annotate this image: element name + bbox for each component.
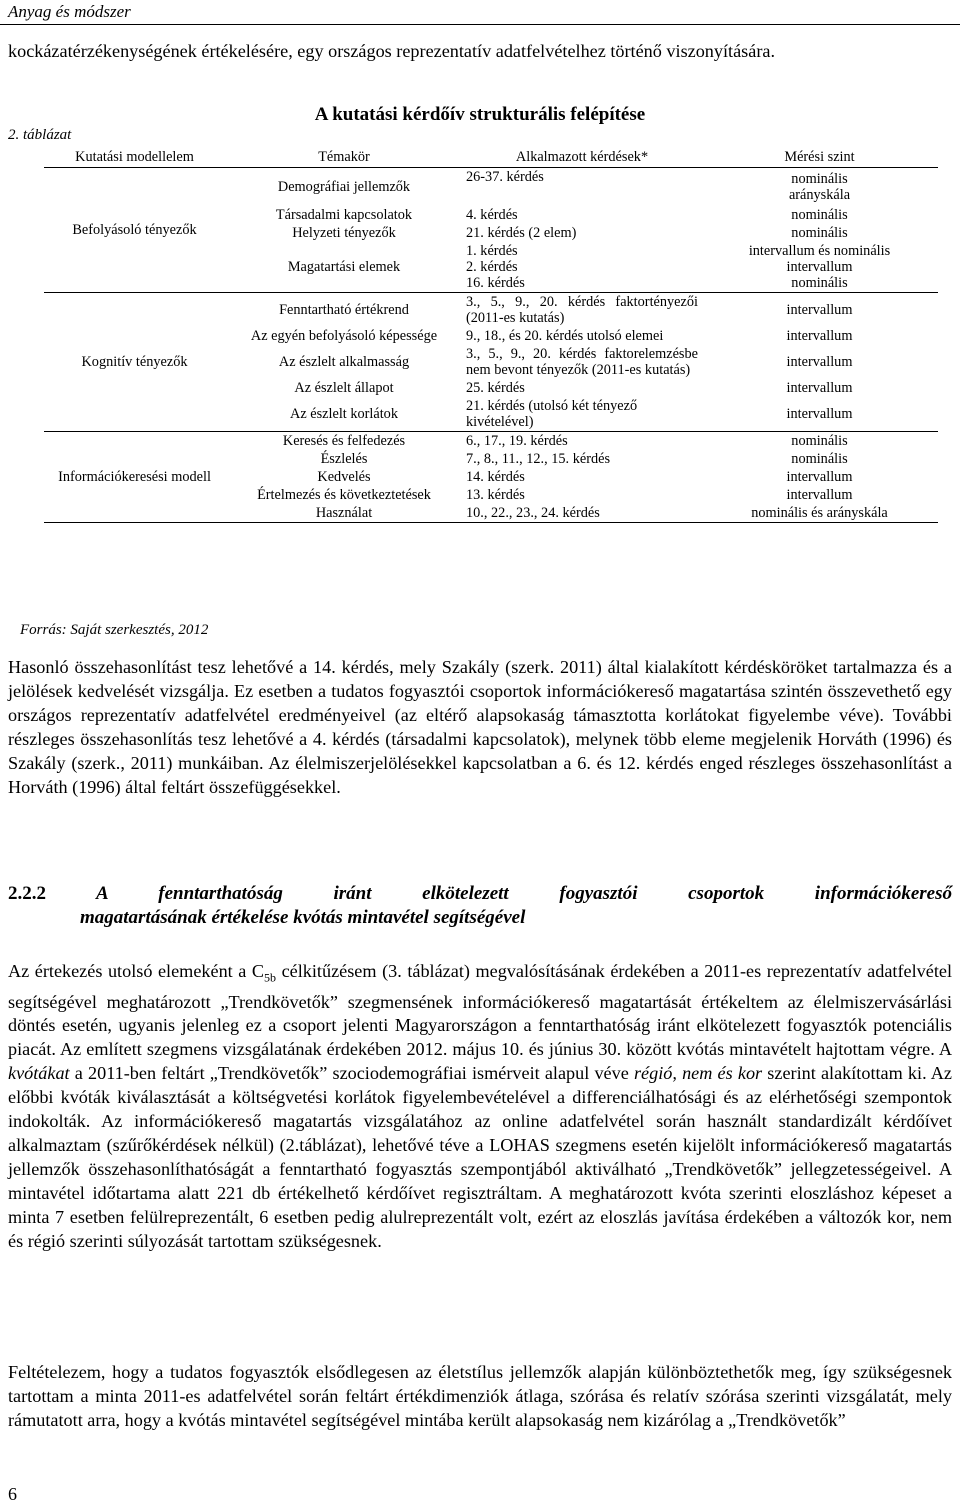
level-cell: intervallum	[786, 379, 853, 396]
questions-cell: 6., 17., 19. kérdés	[466, 432, 568, 449]
questions-cell: 9., 18., és 20. kérdés utolsó elemei	[466, 327, 664, 344]
level-cell: nominális	[791, 206, 848, 223]
topic-cell: Használat	[225, 504, 463, 523]
topic-cell: Az észlelt állapot	[294, 379, 394, 396]
structure-table	[44, 147, 938, 523]
questions-cell: 10., 22., 23., 24. kérdés	[463, 504, 701, 523]
topic-cell: Az észlelt korlátok	[225, 397, 463, 432]
topic-cell: Magatartási elemek	[225, 242, 463, 293]
topic-cell: Keresés és felfedezés	[282, 432, 406, 449]
section-number: 2.2.2	[8, 883, 46, 904]
level-cell: nominális és arányskála	[701, 504, 938, 523]
level-cell: intervallum	[701, 397, 938, 432]
body-paragraph: Feltételezem, hogy a tudatos fogyasztók elsődlegesen az életstílus jellemzők alapján különböztethetők meg, így szükségesnek tartottam a minta 2011-es adatfelvétel során feltárt értékdimenziók átlaga, szórása és relatív szórása szerinti vizsgálatát, mely rámutatott arra, hogy a kvótás mintavétel segítségével mintába került alapsokaság nem kizárólag a „Trendkövetők”	[8, 1362, 952, 1430]
topic-cell: Értelmezés és következtetések	[257, 486, 431, 503]
topic-cell: Helyzeti tényezők	[292, 224, 396, 241]
header-rule	[0, 24, 960, 25]
topic-cell: Észlelés	[320, 450, 368, 467]
topic-cell: Kedvelés	[317, 468, 371, 485]
questions-cell: 4. kérdés	[466, 206, 518, 223]
text-run: a 2011-ben feltárt „Trendkövetők” szociodemográfiai ismérveit alapul véve	[69, 1063, 634, 1084]
level-cell: nominális	[791, 450, 848, 467]
table-source: Forrás: Saját szerkesztés, 2012	[20, 622, 209, 638]
questions-cell: 21. kérdés (utolsó két tényező kivételével)	[463, 397, 701, 432]
topic-cell: Demográfiai jellemzők	[277, 178, 411, 195]
level-cell: nominális	[791, 224, 848, 241]
body-paragraph: Hasonló összehasonlítást tesz lehetővé a 14. kérdés, mely Szakály (szerk. 2011) által kialakított kérdésköröket tartalmazza és a jelölések kedvelését vizsgálja. Ez esetben a tudatos fogyasztói csoportok információkereső magatartása szintén összevethető egy országos reprezentatív adatfelvétel eredményeivel (az eltérő alapsokaság támasztotta korlátokat figyelembe véve). További részleges összehasonlítás tesz lehetővé a 4. kérdés (társadalmi kapcsolatok), melynek több eleme megjelenik Horváth (1996) és Szakály (szerk., 2011) munkáiban. Az élelmiszerjelölésekkel kapcsolatban a 6. és 12. kérdés enged részleges összehasonlítást a Horváth (1996) által feltárt összefüggésekkel.	[8, 657, 952, 797]
topic-cell: Társadalmi kapcsolatok	[275, 206, 413, 223]
topic-cell: Az egyén befolyásoló képessége	[250, 327, 438, 344]
table-title: A kutatási kérdőív strukturális felépítése	[314, 104, 646, 125]
page-number: 6	[8, 1484, 17, 1504]
body-paragraph	[8, 960, 952, 1254]
header-cell: Mérési szint	[701, 147, 938, 168]
level-cell: nominális arányskála	[788, 170, 851, 203]
text-run: szerint alakítottam ki. Az előbbi kvóták kiválasztását a költségvetési korlátok figyelembevételével a differenciálhatósági és az elérhetőségi szempontok indokolták. Az információkereső magatartás vizsgálatához az online adatfelvétel során használt standardizált kérdőívet alkalmaztam (szűrőkérdések nélkül) (2.táblázat), lehetővé téve a LOHAS szegmens esetén kijelölt információkereső magatartás jellemzők összehasonlíthatóságát a fenntartható fogyasztás szempontjából aktiválható „Trendkövetők” jellegzetességeivel. A mintavétel időtartama alatt 221 db értékelhető kérdőívet regisztráltam. A meghatározott kvóta szerinti eloszláshoz képeset a minta 7 esetben felülreprezentált, 6 esetben pedig alulreprezentált volt, ezért az eloszlás javítása érdekében a változók kor, nem és régió szerinti súlyozását tartottam szükségesnek.	[8, 1063, 953, 1251]
section-title-line1: A fenntarthatóság iránt elkötelezett fogyasztói csoportok információkereső	[95, 883, 952, 904]
level-cell: intervallum	[786, 327, 853, 344]
subscript: 5b	[264, 970, 277, 985]
table-row	[44, 292, 938, 327]
emphasis: kvótákat	[8, 1063, 70, 1084]
questions-cell: 3., 5., 9., 20. kérdés faktortényezői (2011-es kutatás)	[466, 293, 698, 326]
questions-cell: 13. kérdés	[466, 486, 525, 503]
group-cell: Információkeresési modell	[44, 431, 225, 522]
topic-cell: Fenntartható értékrend	[279, 301, 409, 318]
level-cell: intervallum	[786, 468, 853, 485]
questions-cell: 1. kérdés 2. kérdés 16. kérdés	[463, 242, 701, 293]
questions-cell: 3., 5., 9., 20. kérdés faktorelemzésbe nem bevont tényezők (2011-es kutatás)	[466, 345, 698, 378]
table-label: 2. táblázat	[8, 127, 72, 143]
table-header-row	[44, 147, 938, 168]
level-cell: nominális	[791, 432, 848, 449]
emphasis: régió, nem és kor	[633, 1063, 763, 1084]
level-cell: intervallum	[786, 353, 853, 370]
questions-cell: 25. kérdés	[466, 379, 525, 396]
level-cell: intervallum és nominális intervallum nominális	[701, 242, 938, 293]
group-cell: Kognitív tényezők	[44, 292, 225, 431]
questions-cell: 26-37. kérdés	[466, 169, 544, 185]
table-row	[44, 168, 938, 206]
header-cell: Kutatási modellelem	[44, 147, 225, 168]
group-cell: Befolyásoló tényezők	[44, 168, 225, 293]
questions-cell: 7., 8., 11., 12., 15. kérdés	[466, 450, 611, 467]
running-header: Anyag és módszer	[8, 2, 131, 21]
topic-cell: Az észlelt alkalmasság	[278, 353, 410, 370]
header-cell: Alkalmazott kérdések*	[463, 147, 701, 168]
questions-cell: 21. kérdés (2 elem)	[466, 224, 577, 241]
text-run: célkitűzésem (3. táblázat) megvalósításának érdekében a 2011-es reprezentatív adatfelvétel segítségével meghatározott „Trendkövetők” szegmensének információkereső magatartását értékeltem az élelmiszervásárlási döntés esetén, ugyanis jelenleg ez a csoport jelenti Magyarországon a fenntarthatóság iránt elkötelezett fogyasztók potenciális piacát. Az említett szegmens vizsgálatának érdekében 2012. május 10. és június 30. között kvótás mintavételt hajtottam végre. A	[8, 961, 952, 1060]
header-cell: Témakör	[225, 147, 463, 168]
level-cell: intervallum	[786, 486, 853, 503]
table-row	[44, 431, 938, 450]
intro-paragraph: kockázatérzékenységének értékelésére, egy országos reprezentatív adatfelvételhez történő viszonyítására.	[8, 41, 776, 61]
section-heading	[8, 882, 952, 906]
questions-cell: 14. kérdés	[466, 468, 525, 485]
text-run: Az értekezés utolsó elemeként a C	[8, 961, 265, 981]
section-title-line2: magatartásának értékelése kvótás mintavétel segítségével	[80, 907, 526, 928]
level-cell: intervallum	[786, 301, 853, 318]
